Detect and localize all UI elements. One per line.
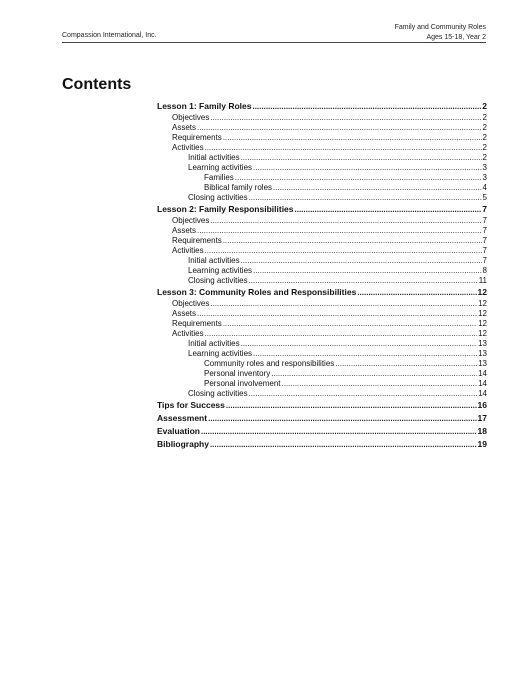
toc-entry-label: Personal involvement (204, 379, 281, 388)
toc-entry[interactable] (157, 369, 487, 379)
toc-entry-page-number: 11 (478, 276, 487, 285)
toc-section-entry[interactable] (157, 412, 487, 425)
toc-entry-page-number: 3 (482, 173, 487, 182)
toc-entry-page-number: 2 (482, 153, 487, 162)
toc-entry-label: Tips for Success (157, 400, 225, 410)
toc-entry-page-number: 2 (482, 101, 487, 111)
toc-entry-page-number: 13 (478, 339, 487, 348)
toc-dot-leader (201, 425, 477, 438)
toc-entry[interactable] (157, 236, 487, 246)
toc-dot-leader (252, 100, 481, 113)
toc-dot-leader (281, 379, 477, 389)
toc-dot-leader (205, 143, 482, 153)
toc-entry-label: Closing activities (188, 193, 248, 202)
toc-entry-label: Assets (172, 309, 197, 318)
toc-entry-label: Evaluation (157, 426, 200, 436)
toc-dot-leader (253, 163, 482, 173)
toc-entry[interactable] (157, 319, 487, 329)
toc-entry-page-number: 8 (482, 266, 487, 275)
toc-dot-leader (241, 339, 478, 349)
toc-entry-label: Lesson 2: Family Responsibilities (157, 204, 294, 214)
toc-entry[interactable] (157, 246, 487, 256)
header-divider (62, 42, 486, 43)
toc-entry-label: Objectives (172, 216, 210, 225)
toc-entry-label: Assets (172, 226, 197, 235)
toc-entry-label: Lesson 1: Family Roles (157, 101, 252, 111)
toc-dot-leader (223, 236, 482, 246)
toc-entry[interactable] (157, 133, 487, 143)
toc-dot-leader (210, 438, 477, 451)
toc-dot-leader (197, 123, 482, 133)
toc-entry-page-number: 17 (477, 413, 487, 423)
toc-entry-label: Activities (172, 329, 204, 338)
toc-entry[interactable] (157, 153, 487, 163)
toc-dot-leader (226, 399, 477, 412)
toc-entry-page-number: 2 (482, 133, 487, 142)
toc-entry-page-number: 7 (482, 246, 487, 255)
toc-dot-leader (241, 256, 482, 266)
toc-entry-page-number: 2 (482, 113, 487, 122)
toc-dot-leader (205, 246, 482, 256)
toc-entry[interactable] (157, 339, 487, 349)
toc-entry-label: Objectives (172, 299, 210, 308)
toc-entry[interactable] (157, 389, 487, 399)
toc-dot-leader (205, 329, 478, 339)
toc-section-entry[interactable] (157, 425, 487, 438)
toc-entry-page-number: 2 (482, 123, 487, 132)
toc-entry[interactable] (157, 359, 487, 369)
toc-dot-leader (295, 203, 482, 216)
toc-dot-leader (249, 193, 482, 203)
toc-entry-page-number: 12 (478, 309, 487, 318)
toc-entry[interactable] (157, 266, 487, 276)
toc-entry-page-number: 3 (482, 163, 487, 172)
toc-entry-label: Closing activities (188, 389, 248, 398)
toc-dot-leader (210, 216, 481, 226)
toc-entry-label: Bibliography (157, 439, 209, 449)
toc-section-entry[interactable] (157, 203, 487, 216)
toc-dot-leader (210, 299, 477, 309)
toc-entry[interactable] (157, 329, 487, 339)
toc-dot-leader (208, 412, 476, 425)
toc-entry-page-number: 12 (478, 299, 487, 308)
toc-dot-leader (197, 226, 482, 236)
header-course-info (395, 23, 486, 43)
toc-entry-page-number: 14 (478, 369, 487, 378)
toc-entry-label: Requirements (172, 319, 222, 328)
toc-entry[interactable] (157, 309, 487, 319)
toc-dot-leader (223, 319, 477, 329)
toc-entry[interactable] (157, 113, 487, 123)
header-course-title: Family and Community Roles (394, 24, 486, 31)
header-course-level: Ages 15-18, Year 2 (426, 34, 486, 41)
toc-entry-label: Lesson 3: Community Roles and Responsibilities (157, 287, 357, 297)
toc-entry-page-number: 5 (482, 193, 487, 202)
toc-entry-label: Learning activities (188, 349, 253, 358)
toc-entry-page-number: 19 (477, 439, 487, 449)
toc-entry-page-number: 16 (477, 400, 487, 410)
toc-entry-page-number: 12 (478, 329, 487, 338)
toc-entry[interactable] (157, 216, 487, 226)
toc-entry-label: Initial activities (188, 256, 240, 265)
toc-entry-page-number: 7 (482, 236, 487, 245)
toc-entry-label: Biblical family roles (204, 183, 273, 192)
toc-dot-leader (335, 359, 477, 369)
toc-entry-page-number: 4 (482, 183, 487, 192)
toc-dot-leader (235, 173, 482, 183)
toc-dot-leader (253, 266, 482, 276)
toc-entry-label: Requirements (172, 133, 222, 142)
toc-section-entry[interactable] (157, 438, 487, 451)
toc-entry-label: Activities (172, 246, 204, 255)
toc-entry[interactable] (157, 256, 487, 266)
toc-entry[interactable] (157, 143, 487, 153)
toc-dot-leader (253, 349, 477, 359)
toc-dot-leader (271, 369, 477, 379)
toc-entry-label: Requirements (172, 236, 222, 245)
toc-entry-label: Initial activities (188, 339, 240, 348)
toc-section-entry[interactable] (157, 399, 487, 412)
toc-entry-page-number: 14 (478, 389, 487, 398)
toc-entry-page-number: 13 (478, 359, 487, 368)
toc-entry[interactable] (157, 226, 487, 236)
toc-entry-label: Assessment (157, 413, 208, 423)
toc-section-entry[interactable] (157, 100, 487, 113)
toc-entry-page-number: 12 (477, 287, 487, 297)
page-title: Contents (62, 76, 132, 93)
toc-entry-page-number: 7 (482, 216, 487, 225)
table-of-contents (157, 100, 487, 451)
toc-entry-label: Objectives (172, 113, 210, 122)
toc-entry[interactable] (157, 123, 487, 133)
toc-entry[interactable] (157, 163, 487, 173)
toc-entry-label: Community roles and responsibilities (204, 359, 335, 368)
toc-dot-leader (273, 183, 482, 193)
toc-entry-page-number: 13 (478, 349, 487, 358)
toc-entry[interactable] (157, 193, 487, 203)
toc-section-entry[interactable] (157, 286, 487, 299)
toc-entry[interactable] (157, 349, 487, 359)
toc-entry-label: Learning activities (188, 266, 253, 275)
toc-entry[interactable] (157, 276, 487, 286)
toc-entry-page-number: 7 (482, 204, 487, 214)
toc-entry-page-number: 7 (482, 226, 487, 235)
toc-dot-leader (249, 389, 478, 399)
toc-entry[interactable] (157, 379, 487, 389)
toc-dot-leader (223, 133, 482, 143)
toc-dot-leader (357, 286, 476, 299)
toc-entry-page-number: 18 (477, 426, 487, 436)
toc-dot-leader (249, 276, 478, 286)
toc-dot-leader (197, 309, 477, 319)
toc-dot-leader (241, 153, 482, 163)
toc-dot-leader (210, 113, 481, 123)
header-publisher: Compassion International, Inc. (62, 32, 157, 39)
toc-entry-page-number: 7 (482, 256, 487, 265)
toc-entry-label: Personal inventory (204, 369, 271, 378)
toc-entry-label: Initial activities (188, 153, 240, 162)
toc-entry[interactable] (157, 173, 487, 183)
toc-entry-label: Learning activities (188, 163, 253, 172)
toc-entry-label: Activities (172, 143, 204, 152)
toc-entry-page-number: 14 (478, 379, 487, 388)
toc-entry[interactable] (157, 183, 487, 193)
toc-entry-page-number: 2 (482, 143, 487, 152)
toc-entry-page-number: 12 (478, 319, 487, 328)
toc-entry[interactable] (157, 299, 487, 309)
toc-entry-label: Assets (172, 123, 197, 132)
toc-entry-label: Closing activities (188, 276, 248, 285)
toc-entry-label: Families (204, 173, 234, 182)
